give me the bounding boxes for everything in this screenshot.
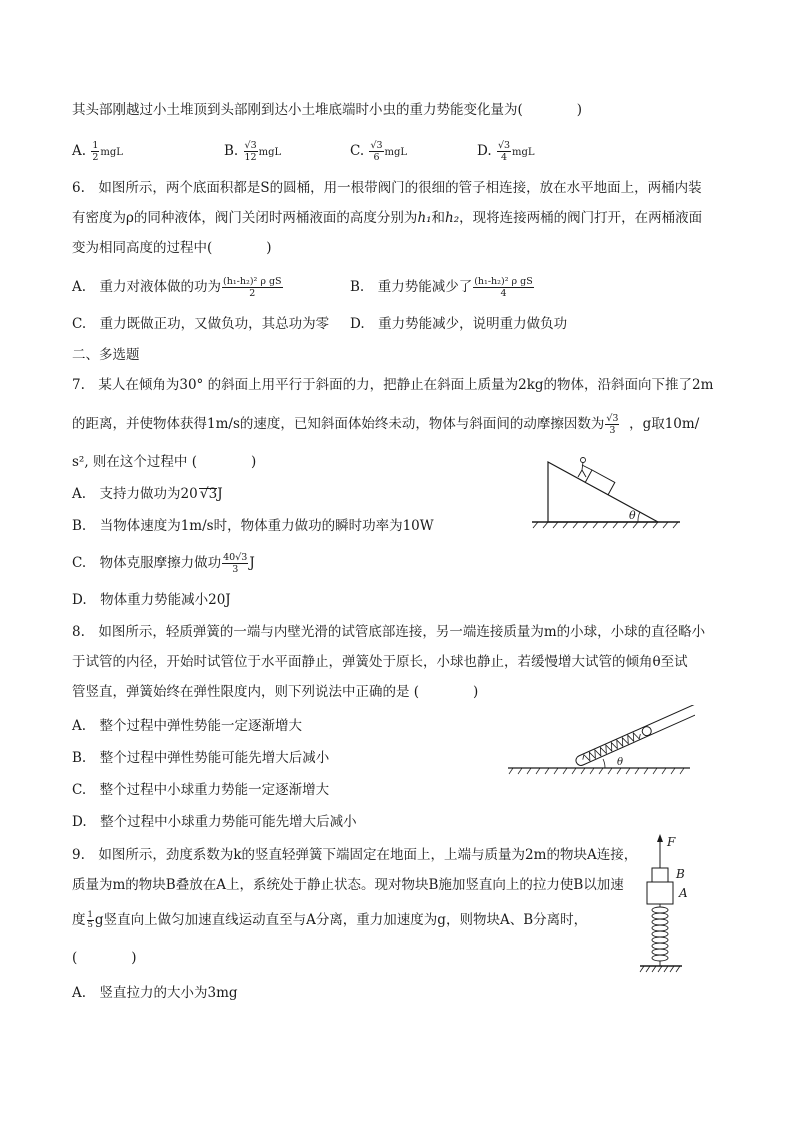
q6-line-2: 有密度为ρ的同种液体，阀门关闭时两桶液面的高度分别为h₁和h₂，现将连接两桶的阀门打开，在两桶液面 xyxy=(72,210,703,226)
incline-figure xyxy=(530,450,690,530)
fig-label-b: B xyxy=(676,867,685,881)
q7-line-1: 7. 某人在倾角为30° 的斜面上用平行于斜面的力，把静止在斜面上质量为2kg的物体，沿斜面向下推了2m xyxy=(72,377,714,393)
q9-line-1: 9. 如图所示，劲度系数为k的竖直轻弹簧下端固定在地面上，上端与质量为2m的物块A连接， xyxy=(72,847,638,863)
fig-label-a: A xyxy=(679,886,688,900)
q8-option-c[interactable]: C. 整个过程中小球重力势能一定逐渐增大 xyxy=(72,782,330,798)
q8-line-1: 8. 如图所示，轻质弹簧的一端与内壁光滑的试管底部连接，另一端连接质量为m的小球，小球的直径略小 xyxy=(72,624,706,640)
fraction: $\frac{√3}{4}$ xyxy=(497,140,511,163)
q8-option-a[interactable]: A. 整个过程中弹性势能一定逐渐增大 xyxy=(72,718,303,734)
q6-line-3: 变为相同高度的过程中( ) xyxy=(72,240,272,256)
q9-line-4: ( ) xyxy=(72,950,137,966)
q6-line-1: 6. 如图所示，两个底面积都是S的圆桶，用一根带阀门的很细的管子相连接，放在水平地面上，两桶内装 xyxy=(72,180,702,196)
fig-theta-label: θ xyxy=(629,509,636,522)
section-heading: 二、多选题 xyxy=(72,347,140,363)
tube-figure xyxy=(505,705,695,780)
q6-option-b[interactable]: B. 重力势能减少了 $\frac{\text{(h₁-h₂)² ρ gS}}{4}$ xyxy=(350,276,533,299)
sqrt: √3 xyxy=(199,486,218,502)
q7-option-b[interactable]: B. 当物体速度为1m/s时，物体重力做功的瞬时功率为10W xyxy=(72,518,434,534)
fraction: $\frac{40√3}{3}$ xyxy=(223,552,248,575)
q8-option-b[interactable]: B. 整个过程中弹性势能可能先增大后减小 xyxy=(72,750,330,766)
q8-line-2: 于试管的内径，开始时试管位于水平面静止，弹簧处于原长，小球也静止，若缓慢增大试管的倾角θ至试 xyxy=(72,654,688,670)
fraction: $\frac{1}{2}$ xyxy=(92,140,99,163)
q5-option-d[interactable]: D. $\frac{√3}{4}$ mgL xyxy=(477,140,535,163)
q7-option-d[interactable]: D. 物体重力势能减小20J xyxy=(72,592,231,608)
q8-line-3: 管竖直，弹簧始终在弹性限度内，则下列说法中正确的是 ( ) xyxy=(72,684,479,700)
q6-option-d[interactable]: D. 重力势能减少，说明重力做负功 xyxy=(350,316,568,332)
q9-option-a[interactable]: A. 竖直拉力的大小为3mg xyxy=(72,985,238,1001)
q5-option-b[interactable]: B. $\frac{√3}{12}$ mgL xyxy=(224,140,282,163)
q9-line-3: 度 $\frac{1}{5}$ g竖直向上做匀加速直线运动直至与A分离，重力加速度为g，则物块A、B分离时， xyxy=(72,910,588,930)
q7-line-3: s², 则在这个过程中 ( ) xyxy=(72,454,257,470)
spring-blocks-figure xyxy=(632,830,702,978)
fraction: $\frac{1}{5}$ xyxy=(87,910,93,930)
q8-option-d[interactable]: D. 整个过程中小球重力势能可能先增大后减小 xyxy=(72,814,357,830)
fraction: $\frac{√3}{3}$ xyxy=(606,413,619,436)
fraction: $\frac{√3}{6}$ xyxy=(370,140,383,163)
fig-theta-label: θ xyxy=(617,757,624,768)
fraction: $\frac{√3}{12}$ xyxy=(244,140,257,163)
q7-line-2: 的距离，并使物体获得1m/s的速度，已知斜面体始终未动，物体与斜面间的动摩擦因数为 $\frac{√3}{3}$ ，g取10m/ xyxy=(72,413,700,436)
fraction: $\frac{\text{(h₁-h₂)² ρ gS}}{4}$ xyxy=(474,276,533,299)
fraction: $\frac{\text{(h₁-h₂)² ρ gS}}{2}$ xyxy=(223,276,282,299)
fig-label-f: F xyxy=(667,835,676,849)
q9-line-2: 质量为m的物块B叠放在A上，系统处于静止状态。现对物块B施加竖直向上的拉力使B以加速 xyxy=(72,877,624,893)
q7-option-a[interactable]: A. 支持力做功为20 √3J xyxy=(72,486,223,502)
q6-option-c[interactable]: C. 重力既做正功，又做负功，其总功为零 xyxy=(72,316,330,332)
q5-option-a[interactable]: A. $\frac{1}{2}$ mgL xyxy=(72,140,123,163)
q5-option-c[interactable]: C. $\frac{√3}{6}$ mgL xyxy=(350,140,408,163)
q7-option-c[interactable]: C. 物体克服摩擦力做功 $\frac{40√3}{3}$ J xyxy=(72,552,255,575)
q6-option-a[interactable]: A. 重力对液体做的功为 $\frac{\text{(h₁-h₂)² ρ gS}}{2}$ xyxy=(72,276,282,299)
q5-stem: 其头部刚越过小土堆顶到头部刚到达小土堆底端时小虫的重力势能变化量为( ) xyxy=(72,102,583,118)
